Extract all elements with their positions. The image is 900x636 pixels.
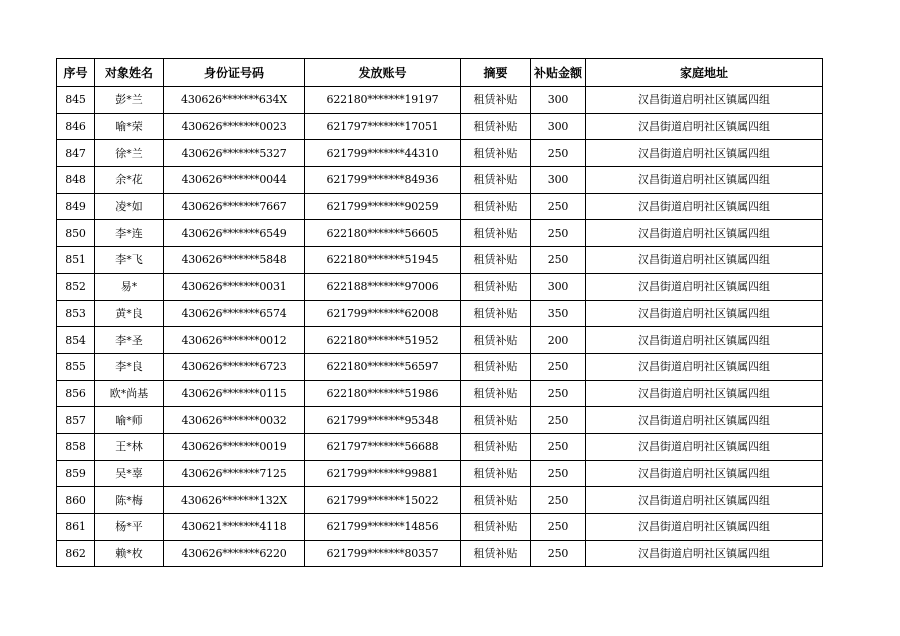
table-row: [57, 514, 823, 541]
cell-amount: 300: [531, 87, 586, 114]
cell-address: 汉昌街道启明社区镇属四组: [586, 327, 823, 354]
table-row: [57, 353, 823, 380]
cell-seq: 861: [57, 514, 95, 541]
cell-summary: 租赁补贴: [461, 220, 531, 247]
cell-seq: 846: [57, 113, 95, 140]
header-amount: 补贴金额: [531, 59, 586, 87]
cell-amount: 250: [531, 514, 586, 541]
cell-id-number: 430626*******0012: [164, 327, 305, 354]
header-summary: 摘要: [461, 59, 531, 87]
cell-id-number: 430626*******132X: [164, 487, 305, 514]
cell-id-number: 430626*******0019: [164, 433, 305, 460]
cell-id-number: 430626*******5327: [164, 140, 305, 167]
cell-amount: 250: [531, 247, 586, 274]
cell-id-number: 430626*******0032: [164, 407, 305, 434]
cell-account: 622180*******19197: [305, 87, 461, 114]
cell-address: 汉昌街道启明社区镇属四组: [586, 433, 823, 460]
cell-name: 凌*如: [95, 193, 164, 220]
header-address: 家庭地址: [586, 59, 823, 87]
cell-account: 621799*******80357: [305, 540, 461, 567]
table-row: [57, 273, 823, 300]
cell-address: 汉昌街道启明社区镇属四组: [586, 300, 823, 327]
table-row: [57, 433, 823, 460]
cell-account: 622180*******56605: [305, 220, 461, 247]
cell-seq: 856: [57, 380, 95, 407]
cell-address: 汉昌街道启明社区镇属四组: [586, 140, 823, 167]
table-row: [57, 220, 823, 247]
cell-account: 621799*******14856: [305, 514, 461, 541]
cell-address: 汉昌街道启明社区镇属四组: [586, 380, 823, 407]
cell-summary: 租赁补贴: [461, 167, 531, 194]
cell-amount: 350: [531, 300, 586, 327]
cell-summary: 租赁补贴: [461, 327, 531, 354]
cell-address: 汉昌街道启明社区镇属四组: [586, 193, 823, 220]
cell-name: 李*圣: [95, 327, 164, 354]
header-account: 发放账号: [305, 59, 461, 87]
cell-account: 622180*******51952: [305, 327, 461, 354]
cell-seq: 859: [57, 460, 95, 487]
cell-id-number: 430626*******6574: [164, 300, 305, 327]
cell-seq: 850: [57, 220, 95, 247]
table-row: [57, 327, 823, 354]
cell-account: 621799*******95348: [305, 407, 461, 434]
cell-name: 陈*梅: [95, 487, 164, 514]
cell-amount: 300: [531, 113, 586, 140]
cell-account: 621799*******99881: [305, 460, 461, 487]
cell-summary: 租赁补贴: [461, 514, 531, 541]
cell-name: 余*花: [95, 167, 164, 194]
cell-amount: 300: [531, 273, 586, 300]
cell-id-number: 430626*******7125: [164, 460, 305, 487]
cell-seq: 852: [57, 273, 95, 300]
cell-summary: 租赁补贴: [461, 300, 531, 327]
cell-name: 欧*尚基: [95, 380, 164, 407]
cell-account: 621797*******56688: [305, 433, 461, 460]
cell-name: 李*飞: [95, 247, 164, 274]
cell-amount: 250: [531, 433, 586, 460]
cell-address: 汉昌街道启明社区镇属四组: [586, 247, 823, 274]
cell-address: 汉昌街道启明社区镇属四组: [586, 514, 823, 541]
cell-account: 621799*******15022: [305, 487, 461, 514]
cell-seq: 847: [57, 140, 95, 167]
cell-name: 徐*兰: [95, 140, 164, 167]
cell-address: 汉昌街道启明社区镇属四组: [586, 167, 823, 194]
cell-name: 赖*枚: [95, 540, 164, 567]
cell-account: 622180*******51945: [305, 247, 461, 274]
cell-seq: 849: [57, 193, 95, 220]
cell-summary: 租赁补贴: [461, 140, 531, 167]
cell-id-number: 430626*******5848: [164, 247, 305, 274]
table-row: [57, 167, 823, 194]
cell-account: 622180*******56597: [305, 353, 461, 380]
cell-name: 吴*辜: [95, 460, 164, 487]
cell-account: 621799*******44310: [305, 140, 461, 167]
cell-name: 李*良: [95, 353, 164, 380]
cell-name: 李*连: [95, 220, 164, 247]
cell-account: 622180*******51986: [305, 380, 461, 407]
cell-amount: 300: [531, 167, 586, 194]
cell-amount: 250: [531, 140, 586, 167]
table-row: [57, 113, 823, 140]
cell-summary: 租赁补贴: [461, 407, 531, 434]
cell-account: 621799*******84936: [305, 167, 461, 194]
cell-amount: 250: [531, 487, 586, 514]
cell-id-number: 430626*******6723: [164, 353, 305, 380]
subsidy-table: [56, 58, 823, 567]
cell-id-number: 430626*******6220: [164, 540, 305, 567]
cell-id-number: 430626*******6549: [164, 220, 305, 247]
table-row: [57, 87, 823, 114]
cell-account: 621799*******90259: [305, 193, 461, 220]
header-id-number: 身份证号码: [164, 59, 305, 87]
table-row: [57, 487, 823, 514]
cell-id-number: 430626*******0023: [164, 113, 305, 140]
cell-amount: 250: [531, 193, 586, 220]
cell-amount: 200: [531, 327, 586, 354]
cell-seq: 858: [57, 433, 95, 460]
cell-summary: 租赁补贴: [461, 353, 531, 380]
cell-summary: 租赁补贴: [461, 87, 531, 114]
table-row: [57, 380, 823, 407]
cell-seq: 860: [57, 487, 95, 514]
cell-amount: 250: [531, 460, 586, 487]
cell-address: 汉昌街道启明社区镇属四组: [586, 113, 823, 140]
cell-seq: 854: [57, 327, 95, 354]
header-name: 对象姓名: [95, 59, 164, 87]
cell-summary: 租赁补贴: [461, 193, 531, 220]
cell-id-number: 430626*******7667: [164, 193, 305, 220]
cell-id-number: 430626*******0044: [164, 167, 305, 194]
cell-name: 喻*师: [95, 407, 164, 434]
cell-seq: 857: [57, 407, 95, 434]
cell-name: 易*: [95, 273, 164, 300]
cell-address: 汉昌街道启明社区镇属四组: [586, 220, 823, 247]
table-row: [57, 460, 823, 487]
cell-address: 汉昌街道启明社区镇属四组: [586, 540, 823, 567]
cell-amount: 250: [531, 353, 586, 380]
cell-summary: 租赁补贴: [461, 247, 531, 274]
table-row: [57, 300, 823, 327]
cell-id-number: 430626*******0031: [164, 273, 305, 300]
cell-name: 杨*平: [95, 514, 164, 541]
cell-address: 汉昌街道启明社区镇属四组: [586, 353, 823, 380]
cell-id-number: 430626*******0115: [164, 380, 305, 407]
cell-id-number: 430621*******4118: [164, 514, 305, 541]
header-row: [57, 59, 823, 87]
cell-summary: 租赁补贴: [461, 460, 531, 487]
cell-seq: 862: [57, 540, 95, 567]
cell-seq: 851: [57, 247, 95, 274]
cell-account: 622188*******97006: [305, 273, 461, 300]
table-row: [57, 407, 823, 434]
cell-seq: 855: [57, 353, 95, 380]
header-seq: 序号: [57, 59, 95, 87]
cell-name: 黄*良: [95, 300, 164, 327]
cell-address: 汉昌街道启明社区镇属四组: [586, 87, 823, 114]
cell-seq: 848: [57, 167, 95, 194]
cell-summary: 租赁补贴: [461, 433, 531, 460]
cell-amount: 250: [531, 540, 586, 567]
cell-account: 621799*******62008: [305, 300, 461, 327]
cell-seq: 853: [57, 300, 95, 327]
table-row: [57, 193, 823, 220]
cell-address: 汉昌街道启明社区镇属四组: [586, 460, 823, 487]
cell-address: 汉昌街道启明社区镇属四组: [586, 273, 823, 300]
cell-summary: 租赁补贴: [461, 380, 531, 407]
cell-summary: 租赁补贴: [461, 487, 531, 514]
cell-seq: 845: [57, 87, 95, 114]
cell-summary: 租赁补贴: [461, 540, 531, 567]
cell-name: 喻*荣: [95, 113, 164, 140]
cell-account: 621797*******17051: [305, 113, 461, 140]
cell-address: 汉昌街道启明社区镇属四组: [586, 487, 823, 514]
cell-amount: 250: [531, 220, 586, 247]
table-row: [57, 140, 823, 167]
table-row: [57, 540, 823, 567]
cell-name: 王*林: [95, 433, 164, 460]
table-row: [57, 247, 823, 274]
cell-amount: 250: [531, 407, 586, 434]
cell-summary: 租赁补贴: [461, 113, 531, 140]
cell-amount: 250: [531, 380, 586, 407]
cell-summary: 租赁补贴: [461, 273, 531, 300]
cell-name: 彭*兰: [95, 87, 164, 114]
cell-address: 汉昌街道启明社区镇属四组: [586, 407, 823, 434]
cell-id-number: 430626*******634X: [164, 87, 305, 114]
